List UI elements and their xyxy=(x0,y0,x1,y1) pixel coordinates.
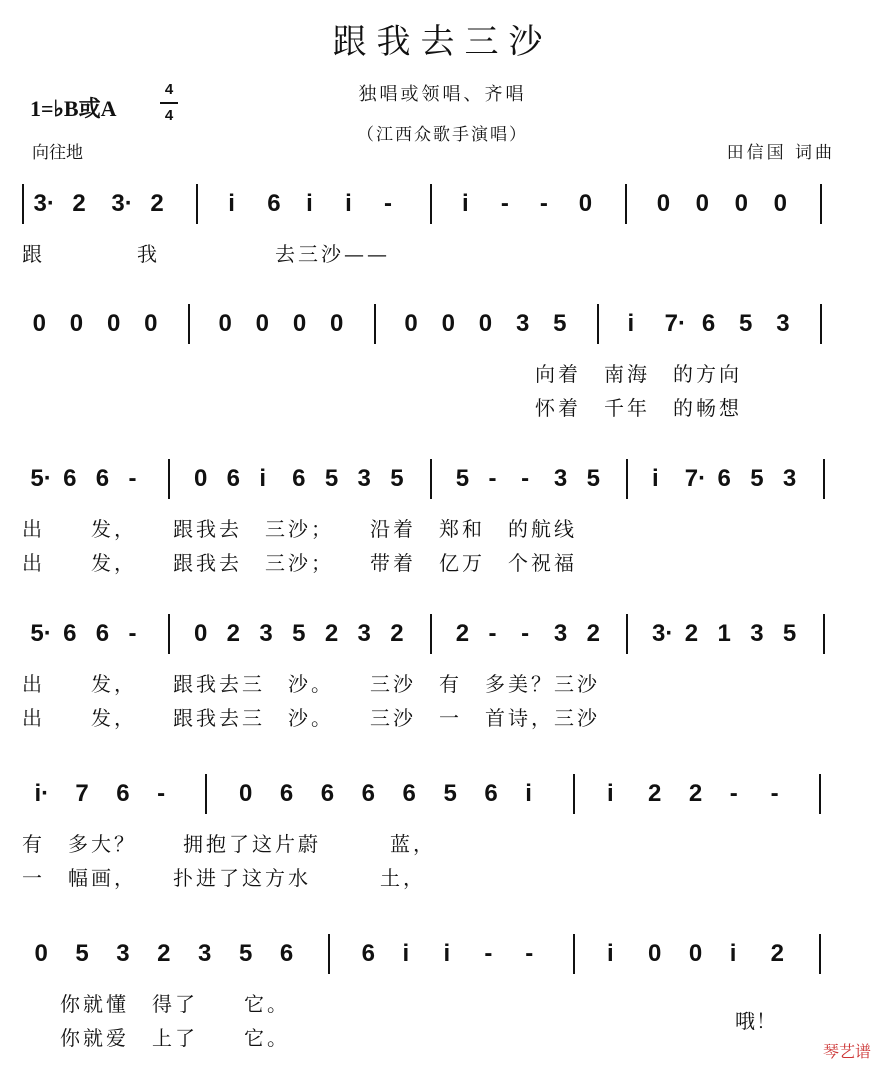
note: 0 xyxy=(32,310,46,337)
lyrics-line xyxy=(0,702,885,732)
note: 2 xyxy=(72,190,86,217)
note: 0 xyxy=(578,190,593,217)
note: 0 xyxy=(34,940,48,967)
note: 5 xyxy=(238,940,253,967)
lyrics-line xyxy=(0,828,885,858)
time-top: 4 xyxy=(164,81,174,98)
note: 0 xyxy=(478,310,493,337)
bar-line xyxy=(823,614,825,654)
bar-line xyxy=(430,184,432,224)
note: - xyxy=(484,940,493,967)
note: 0 xyxy=(330,310,344,337)
note: 6 xyxy=(717,465,731,492)
lyrics-text: 出 发， 跟我去三 沙。 三沙 有 多美？三沙 xyxy=(22,672,600,696)
note: 2 xyxy=(586,620,600,647)
note: i xyxy=(259,465,267,492)
note: - xyxy=(384,190,393,217)
note: 5 xyxy=(443,780,457,807)
note: - xyxy=(488,465,497,492)
note: 5 xyxy=(739,310,753,337)
bar-line xyxy=(626,459,628,499)
note: 3 xyxy=(782,465,797,492)
bar-line xyxy=(188,304,190,344)
note: 5 xyxy=(586,465,600,492)
note: 0 xyxy=(404,310,418,337)
bar-line xyxy=(625,184,627,224)
lyrics-text: 向着 南海 的方向 xyxy=(535,362,742,386)
bar-line xyxy=(820,184,822,224)
note: 3 xyxy=(357,620,371,647)
bar-line xyxy=(597,304,599,344)
song-title: 跟我去三沙 xyxy=(332,22,553,62)
note: 2 xyxy=(688,780,703,807)
note: 2 xyxy=(157,940,171,967)
note: 5· xyxy=(30,465,52,492)
note: 6 xyxy=(320,780,335,807)
bar-line xyxy=(820,304,822,344)
note: 6 xyxy=(402,780,416,807)
note: i xyxy=(652,465,659,492)
note: - xyxy=(157,780,166,807)
note: i xyxy=(525,780,532,807)
note: 5 xyxy=(553,310,567,337)
note: 7· xyxy=(664,310,687,337)
notation-line xyxy=(0,300,885,348)
note: 0 xyxy=(734,190,748,217)
bar-line xyxy=(328,934,330,974)
note: i xyxy=(402,940,410,967)
note: 2 xyxy=(390,620,404,647)
note: 5 xyxy=(390,465,404,492)
notation-line xyxy=(0,930,885,978)
note: 2 xyxy=(647,780,662,807)
key-signature: 1=♭B或A xyxy=(30,96,117,121)
note: 2 xyxy=(455,620,470,647)
note: 7· xyxy=(684,465,707,492)
lyrics-line xyxy=(0,547,885,577)
note: 0 xyxy=(144,310,158,337)
note: 7 xyxy=(75,780,89,807)
note: 3· xyxy=(33,190,55,217)
bar-line xyxy=(573,774,575,814)
note: 3 xyxy=(116,940,130,967)
note: - xyxy=(500,190,509,217)
lyrics-text: 出 发， 跟我去 三沙； 沿着 郑和 的航线 xyxy=(22,517,577,541)
note: 3 xyxy=(357,465,371,492)
note: 0 xyxy=(292,310,307,337)
note: 3 xyxy=(198,940,212,967)
note: 0 xyxy=(106,310,121,337)
note: 0 xyxy=(773,190,787,217)
note: i xyxy=(443,940,451,967)
note: 5 xyxy=(292,620,306,647)
note: 2 xyxy=(226,620,241,647)
lyrics-text: 出 发， 跟我去 三沙； 带着 亿万 个祝福 xyxy=(22,551,577,575)
note: 6 xyxy=(95,465,110,492)
note: 6 xyxy=(267,190,281,217)
note: i xyxy=(627,310,635,337)
note: i· xyxy=(34,780,50,807)
note: - xyxy=(128,465,137,492)
note: 3 xyxy=(259,620,273,647)
note: 3 xyxy=(750,620,764,647)
note: 3 xyxy=(515,310,530,337)
bar-line xyxy=(819,934,821,974)
note: 2 xyxy=(324,620,339,647)
bar-line xyxy=(168,459,170,499)
watermark-logo: 琴艺谱 xyxy=(822,1042,871,1061)
performer-note: （江西众歌手演唱） xyxy=(357,125,528,145)
lyrics-line xyxy=(0,668,885,698)
time-signature xyxy=(160,78,178,128)
lyrics-line xyxy=(0,862,885,892)
note: 2 xyxy=(770,940,784,967)
notation-line xyxy=(0,770,885,818)
lyrics-text: 一 幅画， 扑进了这方水 土， xyxy=(22,866,426,890)
author-credit: 田信国 词曲 xyxy=(726,143,835,163)
note: 0 xyxy=(647,940,662,967)
lyrics-line xyxy=(0,358,885,388)
notation-line xyxy=(0,455,885,503)
bar-line xyxy=(626,614,628,654)
lyrics-line xyxy=(0,513,885,543)
lyrics-text: 跟 我 去三沙—— xyxy=(22,242,390,266)
note: 6 xyxy=(279,780,294,807)
note: 5· xyxy=(30,620,52,647)
note: - xyxy=(521,465,530,492)
note: 3 xyxy=(776,310,790,337)
lyrics-text: 怀着 千年 的畅想 xyxy=(535,396,742,420)
note: 2 xyxy=(684,620,699,647)
note: 6 xyxy=(116,780,130,807)
note: 6 xyxy=(63,620,77,647)
note: 6 xyxy=(701,310,716,337)
lyrics-line xyxy=(0,392,885,422)
bar-line xyxy=(573,934,575,974)
lyrics-line xyxy=(0,238,885,268)
note: 6 xyxy=(95,620,110,647)
bar-line xyxy=(196,184,198,224)
note: 0 xyxy=(69,310,84,337)
note: - xyxy=(539,190,548,217)
note: 3· xyxy=(111,190,133,217)
note: 0 xyxy=(193,465,208,492)
note: i xyxy=(306,190,313,217)
lyrics-text: 出 发， 跟我去三 沙。 三沙 一 首诗，三沙 xyxy=(22,706,600,730)
note: i xyxy=(607,780,614,807)
notation-line xyxy=(0,180,885,228)
note: 5 xyxy=(75,940,89,967)
bar-line xyxy=(374,304,376,344)
bar-line xyxy=(205,774,207,814)
bar-line xyxy=(22,184,24,224)
note: 3 xyxy=(553,465,568,492)
bar-line xyxy=(823,459,825,499)
note: 0 xyxy=(218,310,232,337)
note: - xyxy=(770,780,779,807)
bar-line xyxy=(819,774,821,814)
note: 1 xyxy=(717,620,731,647)
bar-line xyxy=(430,459,432,499)
note: - xyxy=(128,620,137,647)
note: 3 xyxy=(553,620,568,647)
note: i xyxy=(607,940,614,967)
song-subtitle: 独唱或领唱、齐唱 xyxy=(358,84,527,105)
tempo-marking: 向往地 xyxy=(32,143,83,163)
note: 6 xyxy=(279,940,294,967)
note: 0 xyxy=(441,310,455,337)
note: 0 xyxy=(688,940,703,967)
note: 6 xyxy=(292,465,306,492)
note: 0 xyxy=(193,620,208,647)
note: 6 xyxy=(226,465,241,492)
note: i xyxy=(461,190,469,217)
note: 6 xyxy=(361,940,375,967)
bar-line xyxy=(430,614,432,654)
time-bottom: 4 xyxy=(164,107,174,124)
note: - xyxy=(525,940,534,967)
note: i xyxy=(228,190,235,217)
note: 6 xyxy=(361,780,375,807)
notation-line xyxy=(0,610,885,658)
note: i xyxy=(345,190,352,217)
note: 5 xyxy=(782,620,797,647)
exclamation-text: 哦！ xyxy=(735,1009,777,1033)
note: 3· xyxy=(652,620,674,647)
note: 5 xyxy=(324,465,339,492)
lyrics-text: 你就懂 得了 它。 xyxy=(60,992,290,1016)
lyrics-text: 你就爱 上了 它。 xyxy=(60,1026,290,1050)
note: 0 xyxy=(695,190,710,217)
note: 6 xyxy=(484,780,498,807)
note: - xyxy=(488,620,497,647)
note: 0 xyxy=(656,190,671,217)
lyrics-text: 有 多大？ 拥抱了这片蔚 蓝， xyxy=(22,832,436,856)
note: 5 xyxy=(455,465,470,492)
note: - xyxy=(521,620,530,647)
note: 0 xyxy=(238,780,253,807)
note: - xyxy=(729,780,738,807)
lyrics-extra xyxy=(0,1005,885,1035)
note: 0 xyxy=(255,310,270,337)
note: 6 xyxy=(63,465,77,492)
note: i xyxy=(729,940,737,967)
note: 2 xyxy=(150,190,164,217)
bar-line xyxy=(168,614,170,654)
note: 5 xyxy=(750,465,764,492)
